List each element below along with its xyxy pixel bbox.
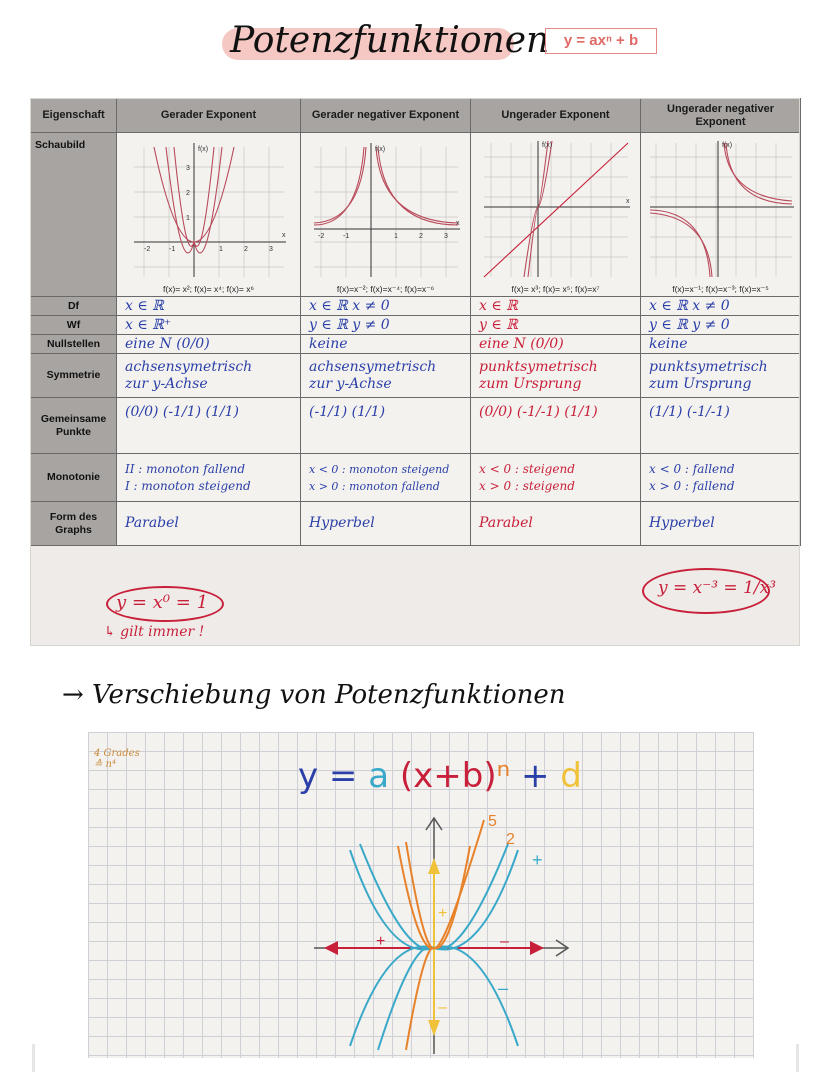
label-plus-a: + xyxy=(532,850,543,870)
cell-wf: y ∈ ℝ y ≠ 0 xyxy=(301,316,471,335)
cell-form: Hyperbel xyxy=(301,502,471,546)
eq-xb: (x+b) xyxy=(389,756,497,796)
row-label: Nullstellen xyxy=(31,335,117,354)
cell-line: x < 0 : monoton steigend xyxy=(309,462,450,476)
row-label: Monotonie xyxy=(31,454,117,502)
note-xneg3: y = x⁻³ = 1/x³ xyxy=(658,578,777,598)
row-label: Gemeinsame Punkte xyxy=(31,398,117,454)
eq-y: y xyxy=(298,756,319,796)
label-minus-b: – xyxy=(500,933,509,950)
cell-line: x > 0 : fallend xyxy=(649,478,735,493)
svg-text:f(x): f(x) xyxy=(197,146,208,153)
label-minus-d: – xyxy=(438,999,447,1016)
graph-caption: f(x)=x⁻²; f(x)=x⁻⁴; f(x)=x⁻⁶ xyxy=(336,283,435,294)
cell-wf: x ∈ ℝ⁺ xyxy=(117,316,301,335)
graph-caption: f(x)= x³; f(x)= x⁵; f(x)=x⁷ xyxy=(511,284,600,294)
column-header: Eigenschaft xyxy=(31,99,117,133)
shift-graph-photo xyxy=(88,732,754,1058)
cell-line: I : monoton steigend xyxy=(125,478,251,493)
svg-text:1: 1 xyxy=(218,246,223,253)
svg-text:-1: -1 xyxy=(342,232,349,240)
cell-form: Parabel xyxy=(471,502,641,546)
svg-text:1: 1 xyxy=(393,232,398,240)
svg-text:3: 3 xyxy=(268,246,273,253)
photo-edge xyxy=(30,98,800,646)
cell-line: x > 0 : steigend xyxy=(479,478,575,493)
cell-df: x ∈ ℝ x ≠ 0 xyxy=(301,297,471,316)
label-plus-b: + xyxy=(376,933,386,950)
cell-line: punktsymetrisch xyxy=(479,358,598,375)
label-plus-d: + xyxy=(438,905,448,922)
page-edge-right xyxy=(796,1044,799,1072)
graph-caption: f(x)=x⁻¹; f(x)=x⁻³; f(x)=x⁻⁵ xyxy=(672,283,769,294)
cell-line: achsensymetrisch xyxy=(309,358,437,375)
title-block xyxy=(210,14,550,72)
note-x0-sub: ↳ gilt immer ! xyxy=(104,624,205,640)
shift-graph-svg xyxy=(88,732,754,1058)
page-title: Potenzfunktionen xyxy=(230,20,550,61)
svg-text:f(x): f(x) xyxy=(541,142,552,149)
svg-text:x: x xyxy=(455,219,459,227)
svg-text:2: 2 xyxy=(418,232,423,240)
row-label: Schaubild xyxy=(31,133,117,297)
cell-wf: y ∈ ℝ y ≠ 0 xyxy=(641,316,801,335)
label-2: 2 xyxy=(506,831,515,848)
cell-gemeinsame: (0/0) (-1/-1) (1/1) xyxy=(471,398,641,454)
svg-text:x: x xyxy=(281,232,285,239)
cell-line: zur y-Achse xyxy=(309,375,392,392)
section-heading: → Verschiebung von Potenzfunktionen xyxy=(62,680,566,710)
row-label: Form des Graphs xyxy=(31,502,117,546)
cell-wf: y ∈ ℝ xyxy=(471,316,641,335)
eq-d: d xyxy=(560,756,582,796)
svg-text:3: 3 xyxy=(185,165,190,172)
svg-text:1: 1 xyxy=(185,215,190,222)
cell-line: x < 0 : steigend xyxy=(479,461,575,476)
svg-text:-2: -2 xyxy=(143,246,150,253)
note-x0: y = x⁰ = 1 xyxy=(116,592,209,613)
label-5: 5 xyxy=(488,813,497,830)
column-header: Gerader Exponent xyxy=(117,99,301,133)
cell-form: Parabel xyxy=(117,502,301,546)
cell-gemeinsame: (0/0) (-1/1) (1/1) xyxy=(117,398,301,454)
cell-line: punktsymetrisch xyxy=(649,358,768,375)
cell-df: x ∈ ℝ x ≠ 0 xyxy=(641,297,801,316)
cell-gemeinsame: (1/1) (-1/-1) xyxy=(641,398,801,454)
column-header: Ungerader Exponent xyxy=(471,99,641,133)
row-label: Wf xyxy=(31,316,117,335)
svg-text:f(x): f(x) xyxy=(374,145,385,153)
cell-nullstellen: keine xyxy=(641,335,801,354)
svg-text:2: 2 xyxy=(243,246,248,253)
svg-text:x: x xyxy=(625,198,629,205)
cell-nullstellen: eine N (0/0) xyxy=(471,335,641,354)
cell-nullstellen: keine xyxy=(301,335,471,354)
cell-line: zum Ursprung xyxy=(649,375,752,392)
grid-note-line: ≙ n⁴ xyxy=(94,759,117,770)
column-header: Gerader negativer Exponent xyxy=(301,99,471,133)
properties-table-photo xyxy=(30,98,800,646)
eq-plus: + xyxy=(510,756,561,796)
cell-form: Hyperbel xyxy=(641,502,801,546)
cell-df: x ∈ ℝ xyxy=(471,297,641,316)
row-label: Df xyxy=(31,297,117,316)
general-formula: y = axⁿ + b xyxy=(545,28,657,54)
svg-text:2: 2 xyxy=(185,190,190,197)
cell-nullstellen: eine N (0/0) xyxy=(117,335,301,354)
cell-gemeinsame: (-1/1) (1/1) xyxy=(301,398,471,454)
cell-line: x < 0 : fallend xyxy=(649,461,735,476)
column-header: Ungerader negativer Exponent xyxy=(641,99,801,133)
eq-a: a xyxy=(368,756,390,796)
cell-df: x ∈ ℝ xyxy=(117,297,301,316)
page-edge-left xyxy=(32,1044,35,1072)
graph-caption: f(x)= x²; f(x)= x⁴; f(x)= x⁶ xyxy=(163,284,254,294)
cell-line: II : monoton fallend xyxy=(125,461,246,476)
cell-line: zum Ursprung xyxy=(479,375,582,392)
label-minus-a: – xyxy=(498,978,509,998)
grid-note-line: 4 Grades xyxy=(94,748,140,759)
svg-text:-2: -2 xyxy=(317,232,324,240)
svg-text:f(x): f(x) xyxy=(721,141,732,149)
eq-n: ⁿ xyxy=(496,756,511,796)
cell-line: achsensymetrisch xyxy=(125,358,253,375)
svg-text:3: 3 xyxy=(443,232,448,240)
cell-line: zur y-Achse xyxy=(125,375,208,392)
row-label: Symmetrie xyxy=(31,354,117,398)
cell-line: x > 0 : monoton fallend xyxy=(309,479,440,493)
eq-eq: = xyxy=(318,756,369,796)
svg-text:-1: -1 xyxy=(168,246,175,253)
